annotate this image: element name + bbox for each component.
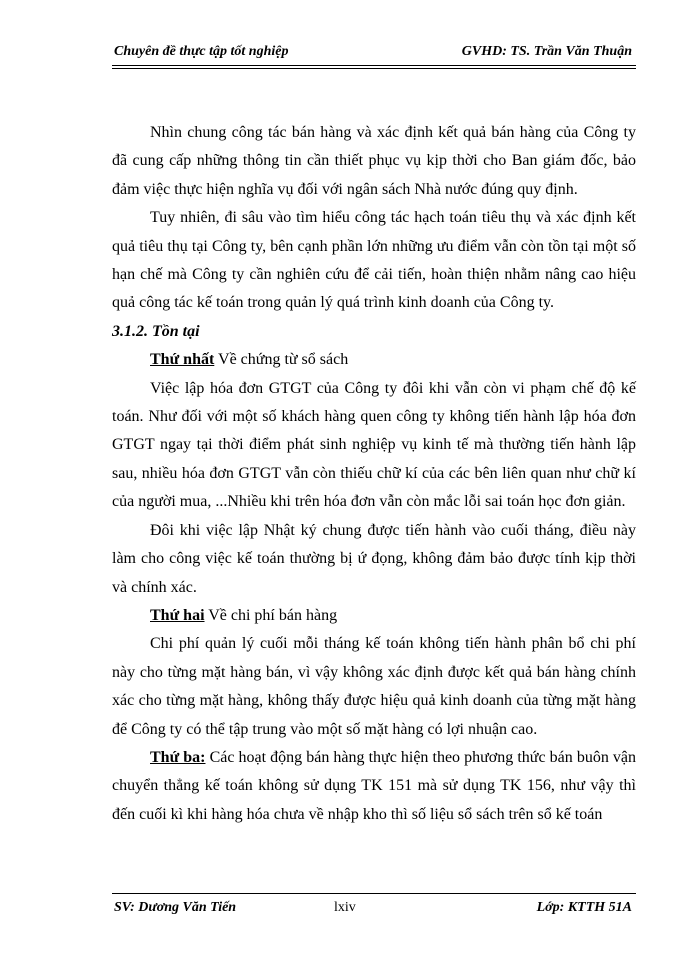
item-2-heading bbox=[112, 602, 636, 630]
header-rule bbox=[112, 65, 636, 66]
footer-left: SV: Dương Văn Tiến bbox=[114, 900, 237, 915]
item-1-heading bbox=[112, 346, 636, 374]
paragraph-1: Nhìn chung công tác bán hàng và xác định kết quả bán hàng của Công ty đã cung cấp những thông tin cần thiết phục vụ kịp thời cho Ban giám đốc, bảo đảm việc thực hiện nghĩa vụ đối với ngân sách Nhà nước đúng quy định. bbox=[112, 124, 636, 198]
header-left: Chuyên đề thực tập tốt nghiệp bbox=[114, 44, 289, 59]
footer-rule bbox=[112, 893, 636, 894]
page-header bbox=[112, 44, 636, 64]
page-number: lxiv bbox=[334, 900, 356, 915]
paragraph-6-text: Các hoạt động bán hàng thực hiện theo phương thức bán buôn vận chuyển thẳng kế toán không sử dụng TK 151 mà sử dụng TK 156, như vậy thì đến cuối kì khi hàng hóa chưa về nhập kho thì số liệu sổ sách trên sổ kế toán bbox=[112, 748, 636, 823]
paragraph-6 bbox=[112, 744, 636, 829]
paragraph-2: Tuy nhiên, đi sâu vào tìm hiểu công tác hạch toán tiêu thụ và xác định kết quả tiêu thụ tại Công ty, bên cạnh phần lớn những ưu điểm vẫn còn tồn tại một số hạn chế mà Công ty cần nghiên cứu để cải tiến, hoàn thiện nhằm nâng cao hiệu quả công tác kế toán trong quản lý quá trình kinh doanh của Công ty. bbox=[112, 209, 636, 312]
item-1-label: Thứ nhất bbox=[150, 351, 215, 369]
page-body bbox=[112, 119, 636, 829]
paragraph-5: Chi phí quản lý cuối mỗi tháng kế toán không tiến hành phân bổ chi phí này cho từng mặt hàng bán, vì vậy không xác định được kết quả bán hàng chính xác cho từng mặt hàng, không thấy được hiệu quả kinh doanh của từng mặt hàng để Công ty có thể tập trung vào một số mặt hàng có lợi nhuận cao. bbox=[112, 635, 636, 738]
item-2-title: Về chi phí bán hàng bbox=[204, 606, 338, 624]
item-1-title: Về chứng từ sổ sách bbox=[214, 351, 349, 369]
footer-right: Lớp: KTTH 51A bbox=[536, 900, 632, 915]
item-3-label: Thứ ba: bbox=[150, 748, 206, 766]
header-rule-2 bbox=[112, 68, 636, 69]
paragraph-3: Việc lập hóa đơn GTGT của Công ty đôi khi vẫn còn vi phạm chế độ kế toán. Như đối với một số khách hàng quen công ty không tiến hành lập hóa đơn GTGT ngay tại thời điểm phát sinh nghiệp vụ kinh tế mà thường tiến hành lập sau, nhiều hóa đơn GTGT vẫn còn thiếu chữ kí của các bên liên quan như chữ kí của người mua, ...Nhiều khi trên hóa đơn vẫn còn mắc lỗi sai toán học đơn giản. bbox=[112, 379, 636, 511]
paragraph-4: Đôi khi việc lập Nhật ký chung được tiến hành vào cuối tháng, điều này làm cho công việc kế toán thường bị ứ đọng, không đảm bảo được tính kịp thời và chính xác. bbox=[112, 521, 636, 596]
section-heading: 3.1.2. Tồn tại bbox=[112, 322, 200, 340]
page-footer bbox=[112, 900, 636, 920]
header-right: GVHD: TS. Trần Văn Thuận bbox=[461, 44, 632, 59]
item-2-label: Thứ hai bbox=[150, 606, 205, 624]
